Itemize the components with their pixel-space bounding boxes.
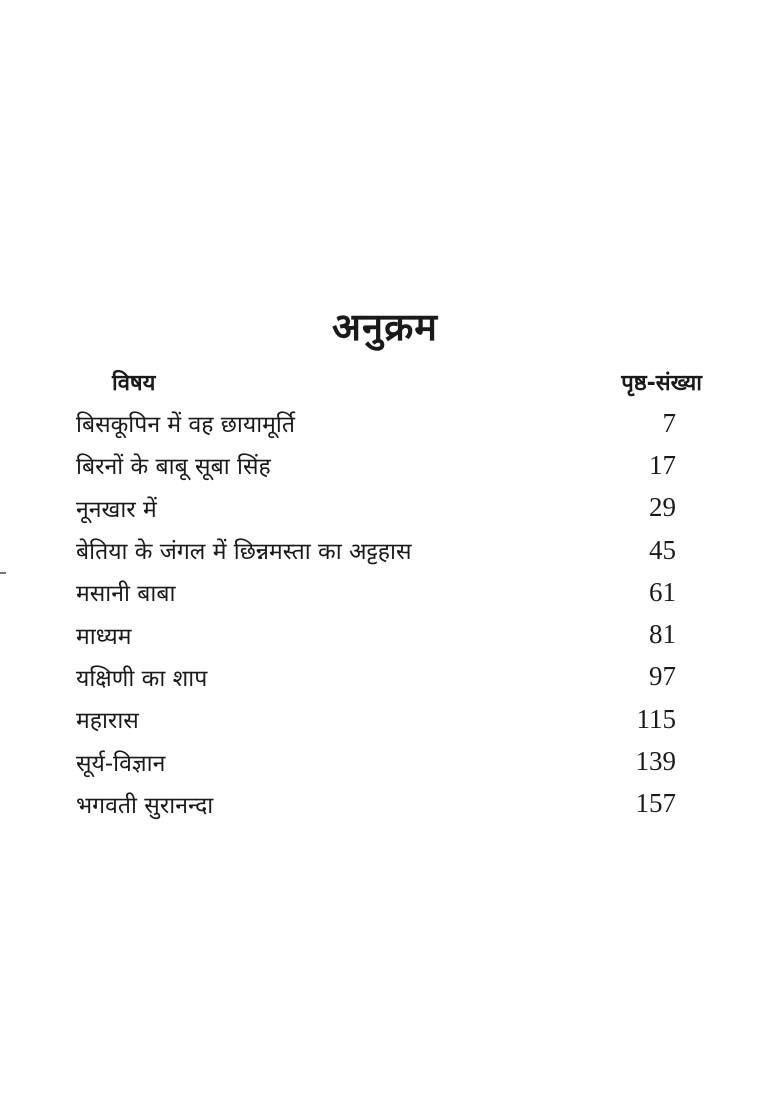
entry-page-number: 7 <box>662 407 676 438</box>
table-of-contents <box>76 362 702 825</box>
toc-entry <box>76 444 702 486</box>
entry-title: बिरनों के बाबू सूबा सिंह <box>76 454 271 481</box>
page-number-column-header: पृष्ठ-संख्या <box>621 371 702 396</box>
entry-page-number: 97 <box>649 661 676 692</box>
entry-title: भगवती सुरानन्दा <box>76 792 214 819</box>
entry-title: मसानी बाबा <box>76 581 176 608</box>
toc-entry <box>76 402 702 444</box>
page-title: अनुक्रम <box>331 305 439 349</box>
entry-title: बिसकूपिन में वह छायामूर्ति <box>76 412 295 439</box>
toc-entry <box>76 571 702 613</box>
entry-page-number: 139 <box>635 746 676 777</box>
entry-title: सूर्य-विज्ञान <box>76 750 166 777</box>
toc-entry <box>76 487 702 529</box>
entry-page-number: 45 <box>649 534 676 565</box>
toc-entry <box>76 740 702 782</box>
subject-column-header: विषय <box>112 371 156 396</box>
entry-title: बेतिया के जंगल में छिन्नमस्ता का अट्टहास <box>76 539 412 566</box>
entry-title: महारास <box>76 708 139 735</box>
toc-entry <box>76 783 702 825</box>
toc-entry <box>76 698 702 740</box>
entry-page-number: 61 <box>649 576 676 607</box>
toc-entry <box>76 613 702 655</box>
entry-page-number: 157 <box>635 788 676 819</box>
entry-page-number: 29 <box>649 492 676 523</box>
entry-page-number: 17 <box>649 449 676 480</box>
toc-header <box>76 362 702 402</box>
entry-title: यक्षिणी का शाप <box>76 665 208 692</box>
entry-title: नूनखार में <box>76 496 157 523</box>
entry-page-number: 81 <box>649 619 676 650</box>
entry-page-number: 115 <box>636 703 676 734</box>
toc-entry <box>76 529 702 571</box>
toc-entry <box>76 656 702 698</box>
scan-edge-mark <box>0 572 6 574</box>
entry-title: माध्यम <box>76 623 132 650</box>
